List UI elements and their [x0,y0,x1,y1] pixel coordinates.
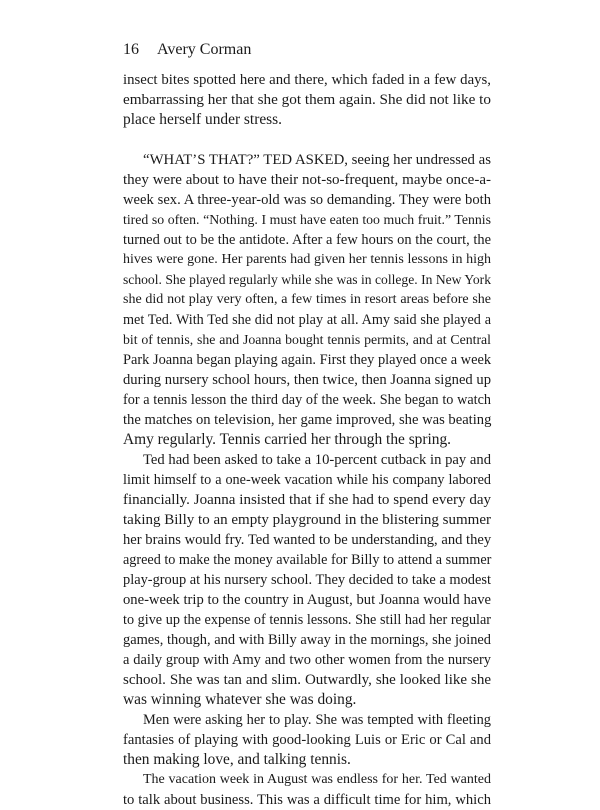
text-line: for a tennis lesson the third day of the week. She began to watch [123,392,491,408]
text-line: was winning whatever she was doing. [123,691,357,708]
text-line: Amy regularly. Tennis carried her through the spring. [123,431,452,448]
text-line: Park Joanna began playing again. First they played once a week [123,352,492,368]
running-header [123,40,251,60]
text-line: a daily group with Amy and two other women from the nursery [123,652,491,668]
text-line: then making love, and talking tennis. [123,751,351,768]
text-line: one-week trip to the country in August, but Joanna would have [123,592,491,608]
text-line: met Ted. With Ted she did not play at all. Amy said she played a [123,312,491,328]
text-line: taking Billy to an empty playground in the blistering summer [123,512,491,528]
text-line: embarrassing her that she got them again. She did not like to [123,91,491,108]
text-line: she did not play very often, a few times in resort areas before she [123,292,491,307]
text-line: limit himself to a one-week vacation while his company labored [123,472,491,488]
text-line: bit of tennis, she and Joanna bought tennis permits, and at Central [123,332,491,347]
paragraph [123,770,491,810]
text-line: Ted had been asked to take a 10-percent cutback in pay and [143,452,491,468]
text-line: insect bites spotted here and there, which faded in a few days, [123,72,491,88]
text-line: week sex. A three-year-old was so demanding. They were both [123,192,491,208]
text-line: her brains would fry. Ted wanted to be understanding, and they [123,532,492,548]
text-line: the matches on television, her game improved, she was beating [123,412,492,428]
text-line: play-group at his nursery school. They decided to take a modest [123,572,491,588]
running-head-author: Avery Corman [157,41,252,58]
text-line: tired so often. “Nothing. I must have eaten too much fruit.” Tennis [123,212,491,227]
text-line: place herself under stress. [123,111,282,128]
text-line: during nursery school hours, then twice, then Joanna signed up [123,372,491,388]
text-line: agreed to make the money available for Billy to attend a summer [123,552,492,568]
page-number: 16 [123,41,139,58]
text-line: school. She was tan and slim. Outwardly, she looked like she [123,672,491,688]
body-text [123,70,491,810]
text-line: games, though, and with Billy away in the mornings, she joined [123,632,491,648]
paragraph [123,710,491,770]
text-line: “WHAT’S THAT?” TED ASKED, seeing her undressed as [143,152,491,168]
text-line: school. She played regularly while she was in college. In New York [123,272,491,287]
text-line: turned out to be the antidote. After a few hours on the court, the [123,232,491,248]
text-line: financially. Joanna insisted that if she had to spend every day [123,492,491,508]
text-line: Men were asking her to play. She was tempted with fleeting [143,712,491,728]
text-line: they were about to have their not-so-frequent, maybe once-a- [123,172,491,188]
text-line: hives were gone. Her parents had given her tennis lessons in high [123,252,491,267]
text-line: to talk about business. This was a difficult time for him, which [123,792,491,808]
text-line: fantasies of playing with good-looking Luis or Eric or Cal and [123,732,491,748]
text-line: The vacation week in August was endless for her. Ted wanted [143,772,491,787]
paragraph [123,450,491,710]
text-line: to give up the expense of tennis lessons. She still had her regular [123,612,491,628]
paragraph [123,150,491,450]
paragraph [123,70,491,130]
